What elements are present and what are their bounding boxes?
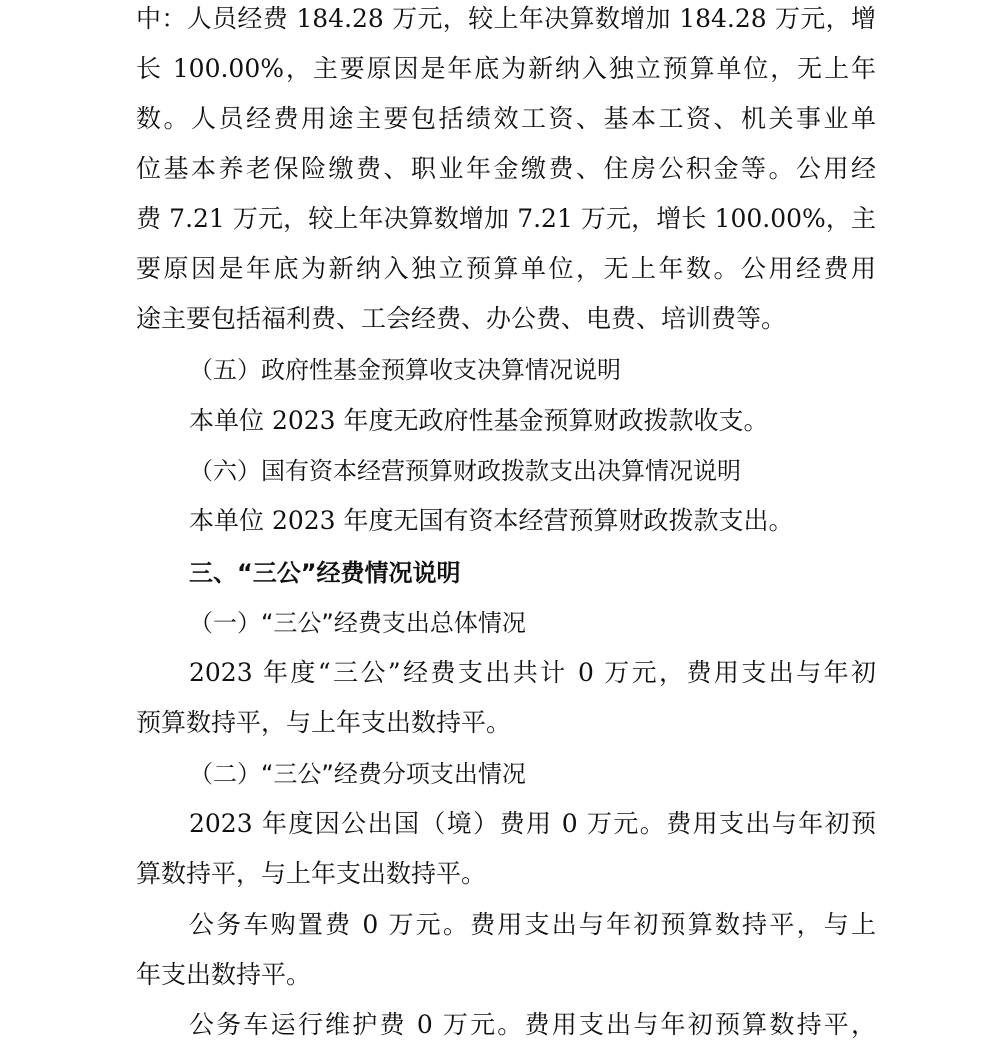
paragraph-line: 中：人员经费 184.28 万元，较上年决算数增加 184.28 万元，增 bbox=[136, 4, 876, 33]
paragraph-line: 年支出数持平。 bbox=[136, 960, 312, 989]
paragraph-line: 算数持平，与上年支出数持平。 bbox=[136, 859, 487, 888]
paragraph-line: 预算数持平，与上年支出数持平。 bbox=[136, 708, 512, 737]
paragraph-line: 公务车运行维护费 0 万元。费用支出与年初预算数持平， bbox=[189, 1010, 876, 1039]
paragraph-line: 公务车购置费 0 万元。费用支出与年初预算数持平，与上 bbox=[189, 910, 876, 939]
section-heading-5: （五）政府性基金预算收支决算情况说明 bbox=[189, 356, 621, 384]
paragraph-line: 途主要包括福利费、工会经费、办公费、电费、培训费等。 bbox=[136, 304, 787, 333]
section-heading-1: （一）“三公”经费支出总体情况 bbox=[189, 609, 526, 637]
paragraph-line: 数。人员经费用途主要包括绩效工资、基本工资、机关事业单 bbox=[136, 104, 876, 133]
paragraph-line: 要原因是年底为新纳入独立预算单位，无上年数。公用经费用 bbox=[136, 254, 876, 283]
paragraph-line: 本单位 2023 年度无国有资本经营预算财政拨款支出。 bbox=[189, 506, 794, 535]
section-heading-2: （二）“三公”经费分项支出情况 bbox=[189, 760, 526, 788]
chapter-heading-3: 三、“三公”经费情况说明 bbox=[189, 559, 461, 587]
paragraph-line: 2023 年度“三公”经费支出共计 0 万元，费用支出与年初 bbox=[189, 658, 876, 687]
paragraph-line: 费 7.21 万元，较上年决算数增加 7.21 万元，增长 100.00%，主 bbox=[136, 204, 876, 233]
paragraph-line: 位基本养老保险缴费、职业年金缴费、住房公积金等。公用经 bbox=[136, 154, 876, 183]
paragraph-line: 2023 年度因公出国（境）费用 0 万元。费用支出与年初预 bbox=[189, 809, 876, 838]
paragraph-line: 长 100.00%，主要原因是年底为新纳入独立预算单位，无上年 bbox=[136, 54, 876, 83]
section-heading-6: （六）国有资本经营预算财政拨款支出决算情况说明 bbox=[189, 457, 741, 485]
paragraph-line: 本单位 2023 年度无政府性基金预算财政拨款收支。 bbox=[189, 406, 769, 435]
